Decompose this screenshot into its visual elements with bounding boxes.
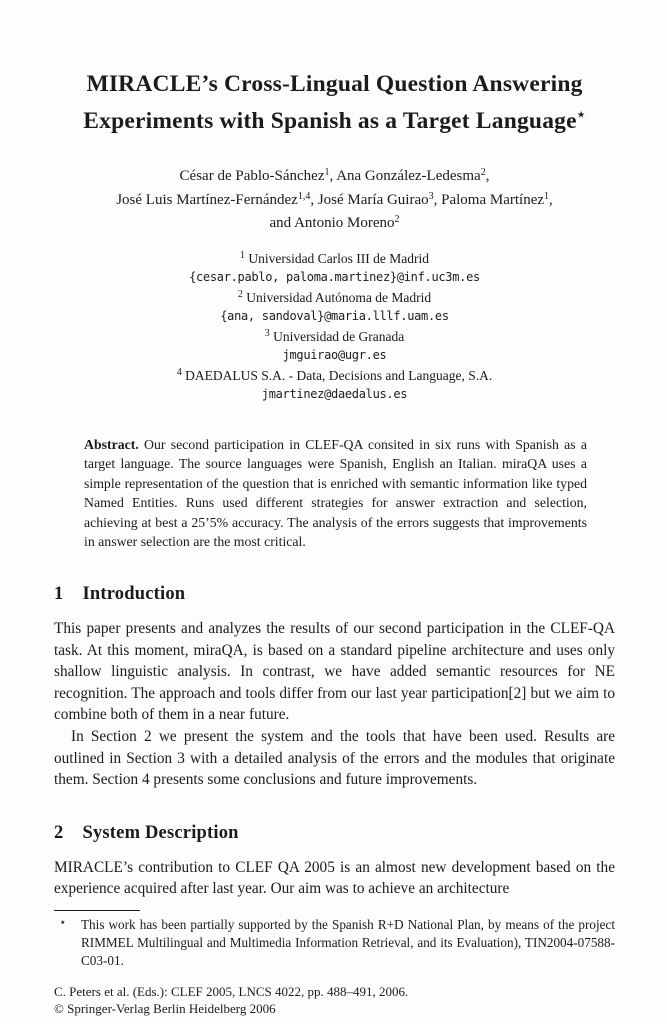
author-affil-ref: 1,4 [297, 190, 311, 202]
section-number: 2 [54, 822, 64, 843]
footnote-text: This work has been partially supported by the Spanish R+D National Plan, by means of the project RIMMEL Multilingual and Multimedia Information Retrieval, and its Evaluation), TIN2004-07588-C03-01. [81, 917, 615, 968]
affiliation-email: {cesar.pablo, paloma.martinez}@inf.uc3m.es [189, 269, 480, 284]
author-separator: , [485, 168, 490, 184]
intro-paragraph-2: In Section 2 we present the system and the tools that have been used. Results are outlined in Section 3 with a detailed analysis of the errors and the modules that originate them. Section 4 presents some conclusions and future improvements. [54, 728, 615, 789]
title-line1: MIRACLE’s Cross-Lingual Question Answering [86, 71, 583, 97]
author-name: Paloma Martínez [441, 191, 545, 208]
section-number: 1 [54, 584, 64, 605]
footnote-divider [54, 910, 140, 911]
abstract-label: Abstract. [84, 436, 139, 452]
footnote-marker: ⋆ [59, 915, 67, 929]
title-line2: Experiments with Spanish as a Target Language [83, 108, 577, 134]
intro-paragraph-1: This paper presents and analyzes the results of our second participation in the CLEF-QA task. At this moment, miraQA, is based on a standard pipeline architecture and uses only shallow linguistic analysis. In contrast, we have added semantic resources for NE recognition. The approach and tools differ from our last year participation[2] but we aim to combine both of them in a near future. [54, 620, 615, 724]
author-separator: , [549, 191, 553, 208]
copyright-line: © Springer-Verlag Berlin Heidelberg 2006 [54, 1000, 276, 1016]
author-line-2 [54, 187, 615, 211]
affiliation-email: jmguirao@ugr.es [282, 347, 387, 362]
author-line-1 [54, 163, 615, 187]
title-footnote [54, 916, 615, 969]
affiliation-institution [54, 247, 615, 268]
affiliation-name: Universidad Carlos III de Madrid [248, 250, 430, 266]
author-name: José Luis Martínez-Fernández [116, 191, 298, 208]
author-affil-ref: 2 [480, 167, 486, 178]
affiliation-institution [54, 325, 615, 346]
affiliation-institution [54, 364, 615, 385]
citation-line: C. Peters et al. (Eds.): CLEF 2005, LNCS 4022, pp. 488–491, 2006. [54, 984, 409, 1000]
affiliation-number: 4 [176, 366, 182, 378]
paper-title [54, 68, 615, 137]
affiliation-email: jmartinez@daedalus.es [261, 386, 408, 401]
author-affil-ref: 1 [324, 167, 330, 178]
affiliation-number: 1 [239, 249, 245, 261]
affiliation-institution [54, 286, 615, 307]
affiliation-number: 3 [264, 327, 270, 339]
section-title: System Description [82, 822, 239, 843]
affiliation-list [54, 247, 615, 403]
author-affil-ref: 3 [428, 190, 434, 202]
author-name: Ana González-Ledesma [336, 168, 481, 184]
publication-footer [54, 984, 615, 1017]
affiliation-name: DAEDALUS S.A. - Data, Decisions and Language, S.A. [185, 367, 493, 383]
author-name: and Antonio Moreno [269, 215, 395, 231]
author-separator: , [310, 191, 318, 208]
affiliation-number: 2 [237, 288, 243, 300]
section-heading-introduction [54, 584, 615, 605]
abstract-text: Our second participation in CLEF-QA consited in six runs with Spanish as a target language. The source languages were Spanish, English an Italian. miraQA uses a simple representation of the question that is enriched with semantic information like typed Named Entities. Runs used different strategies for answer extraction and selection, achieving at best a 25’5% accuracy. The analysis of the errors suggests that improvements in answer selection are the most critical. [84, 436, 587, 550]
affiliation-email: {ana, sandoval}@maria.lllf.uam.es [220, 308, 449, 323]
author-affil-ref: 2 [394, 214, 400, 225]
author-line-3 [54, 210, 615, 234]
affiliation-name: Universidad Autónoma de Madrid [246, 289, 432, 305]
author-separator: , [329, 168, 337, 184]
title-footnote-marker: ⋆ [576, 108, 586, 123]
author-separator: , [433, 191, 442, 208]
author-name: César de Pablo-Sánchez [179, 168, 325, 184]
author-affil-ref: 1 [544, 190, 550, 202]
affiliation-name: Universidad de Granada [273, 328, 405, 344]
author-name: José María Guirao [317, 191, 429, 208]
author-list [54, 163, 615, 234]
section-heading-system-description [54, 823, 615, 844]
abstract-block [84, 435, 587, 553]
section-title: Introduction [82, 584, 186, 605]
system-paragraph-1: MIRACLE’s contribution to CLEF QA 2005 is an almost new development based on the experience acquired after last year. Our aim was to achieve an architecture [54, 858, 615, 898]
